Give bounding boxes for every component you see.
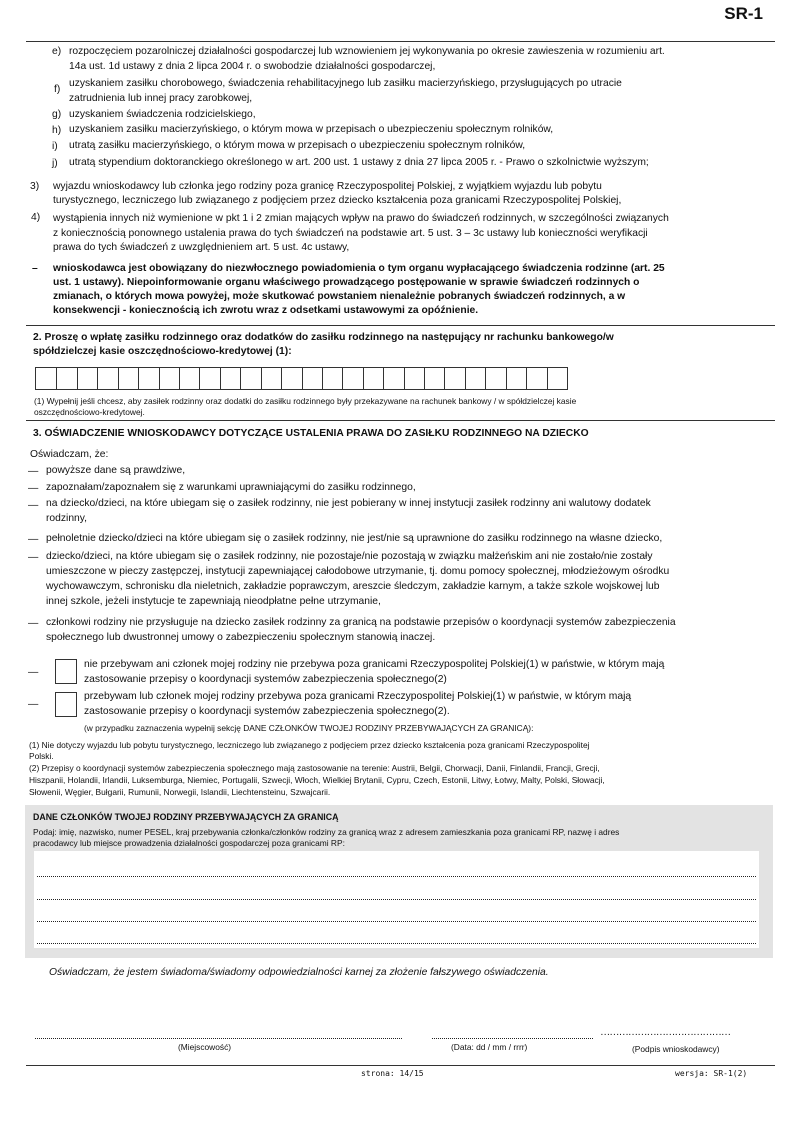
account-digit-divider — [444, 368, 445, 389]
account-digit-divider — [118, 368, 119, 389]
item-f-mark: f) — [54, 84, 61, 95]
option-2-line1: przebywam lub członek mojej rodziny przebywa poza granicami Rzeczypospolitej Polskiej(1) w państwie, w którym mają — [84, 691, 632, 702]
item-h-mark: h) — [52, 125, 62, 136]
item-4-mark: 4) — [31, 212, 41, 223]
option-2-line2: zastosowanie przepisy o koordynacji systemów zabezpieczenia społecznego(2). — [84, 706, 450, 717]
place-input[interactable] — [35, 1038, 402, 1039]
account-digit-divider — [506, 368, 507, 389]
statement-4-dash: — — [28, 534, 39, 545]
item-j-mark: j) — [52, 158, 58, 169]
abroad-line-2 — [37, 899, 756, 900]
account-digit-divider — [404, 368, 405, 389]
account-digit-divider — [342, 368, 343, 389]
place-label: (Miejscowość) — [178, 1042, 232, 1052]
account-digit-divider — [77, 368, 78, 389]
item-e-text-cont: 14a ust. 1d ustawy z dnia 2 lipca 2004 r. o swobodzie działalności gospodarczej, — [69, 61, 436, 72]
account-digit-divider — [199, 368, 200, 389]
date-label: (Data: dd / mm / rrrr) — [451, 1042, 528, 1052]
statement-1: powyższe dane są prawdziwe, — [46, 465, 186, 476]
obligation-line2: ust. 1 ustawy). Niepoinformowanie organu właściwego prowadzącego postępowanie w sprawie świadczeń rodzinnych o — [53, 277, 640, 288]
statement-6-dash: — — [28, 618, 39, 629]
section2-title-line2: spółdzielczej kasie oszczędnościowo-kredytowej (1): — [33, 346, 292, 357]
account-digit-divider — [97, 368, 98, 389]
section3-title: 3. OŚWIADCZENIE WNIOSKODAWCY DOTYCZĄCE USTALENIA PRAWA DO ZASIŁKU RODZINNEGO NA DZIECKO — [33, 428, 589, 439]
account-digit-divider — [424, 368, 425, 389]
item-e-text: rozpoczęciem pozarolniczej działalności gospodarczej lub wznowieniem jej wykonywania po okresie zawieszenia w rozumieniu art. — [69, 46, 665, 57]
item-3-line2: turystycznego, leczniczego lub związanego z podjęciem przez dziecko kształcenia poza granicami Rzeczypospolitej Polskiej, — [53, 195, 622, 206]
footer-rule — [26, 1065, 775, 1066]
abroad-details-input[interactable] — [34, 851, 759, 948]
account-digit-divider — [322, 368, 323, 389]
option-1-line2: zastosowanie przepisy o koordynacji systemów zabezpieczenia społecznego(2) — [84, 674, 447, 685]
section2-rule — [26, 325, 775, 326]
statement-5-dash: — — [28, 552, 39, 563]
obligation-line1: wnioskodawca jest obowiązany do niezwłocznego powiadomienia o tym organu wypłacającego świadczenia rodzinne (art. 25 — [53, 263, 665, 274]
account-digit-divider — [179, 368, 180, 389]
option-2-checkbox[interactable] — [55, 692, 77, 717]
account-digit-divider — [281, 368, 282, 389]
section3-intro: Oświadczam, że: — [30, 449, 109, 460]
item-3-mark: 3) — [30, 181, 40, 192]
option-2-dash: — — [28, 699, 39, 710]
account-digit-divider — [240, 368, 241, 389]
obligation-line3: zmianach, o których mowa powyżej, może skutkować powstaniem nienależnie pobranych świadczeń rodzinnych, a w — [53, 291, 626, 302]
account-digit-divider — [302, 368, 303, 389]
item-i-text: utratą zasiłku macierzyńskiego, o którym mowa w przepisach o ubezpieczeniu społecznym rolników, — [69, 140, 526, 151]
account-digit-divider — [485, 368, 486, 389]
date-input[interactable] — [432, 1038, 593, 1039]
account-digit-divider — [220, 368, 221, 389]
signature-label: (Podpis wnioskodawcy) — [632, 1044, 720, 1054]
statement-2: zapoznałam/zapoznałem się z warunkami uprawniającymi do zasiłku rodzinnego, — [46, 482, 416, 493]
section3-rule — [26, 420, 775, 421]
statement-6-line1: członkowi rodziny nie przysługuje na dziecko zasiłek rodzinny za granicą na podstawie przepisów o koordynacji systemów zabezpieczenia — [46, 617, 676, 628]
account-digit-divider — [261, 368, 262, 389]
section2-footnote-line1: (1) Wypełnij jeśli chcesz, aby zasiłek rodzinny oraz dodatki do zasiłku rodzinnego były przekazywane na rachunek bankowy / w spółdzielczej kasie — [34, 396, 577, 406]
option-1-checkbox[interactable] — [55, 659, 77, 684]
account-digit-divider — [138, 368, 139, 389]
account-digit-divider — [56, 368, 57, 389]
statement-3-line2: rodzinny, — [46, 513, 88, 524]
section2-footnote-line2: oszczędnościowo-kredytowej. — [34, 407, 145, 417]
option-1-line1: nie przebywam ani członek mojej rodziny nie przebywa poza granicami Rzeczypospolitej Polskiej(1) w państwie, w którym mają — [84, 659, 665, 670]
abroad-line-3 — [37, 921, 756, 922]
item-g-text: uzyskaniem świadczenia rodzicielskiego, — [69, 109, 256, 120]
account-digit-divider — [547, 368, 548, 389]
abroad-instruction-line2: pracodawcy lub miejsce prowadzenia działalności gospodarczej poza granicami RP: — [33, 838, 345, 848]
footnote-1-line2: Polski. — [29, 751, 54, 761]
statement-3-line1: na dziecko/dzieci, na które ubiegam się o zasiłek rodzinny, nie jest pobierany w innej instytucji zasiłek rodzinny ani walutowy dodatek — [46, 498, 651, 509]
signature-input[interactable]: …………………………………… — [600, 1027, 731, 1038]
header-rule — [26, 41, 775, 42]
item-4-line2: z koniecznością ponownego ustalenia prawa do tych świadczeń na podstawie art. 5 ust. 3 – 3c ustawy lub konieczności weryfikacji — [53, 228, 648, 239]
obligation-mark: – — [32, 263, 38, 274]
obligation-line4: konsekwencji - koniecznością ich zwrotu wraz z odsetkami ustawowymi za opóźnienie. — [53, 305, 479, 316]
statement-3-dash: — — [28, 500, 39, 511]
statement-5-line4: innej szkole, jeżeli instytucje te zapewniają nieodpłatne pełne utrzymanie, — [46, 596, 381, 607]
option-2-note: (w przypadku zaznaczenia wypełnij sekcję DANE CZŁONKÓW TWOJEJ RODZINY PRZEBYWAJĄCYCH ZA GRANICĄ): — [84, 723, 534, 733]
statement-5-line2: umieszczone w pieczy zastępczej, instytucji zapewniającej całodobowe utrzymanie, tj. domu pomocy społecznej, młodzieżowym ośrodku — [46, 566, 670, 577]
item-3-line1: wyjazdu wnioskodawcy lub członka jego rodziny poza granicę Rzeczypospolitej Polskiej, z wyjątkiem wyjazdu lub pobytu — [53, 181, 602, 192]
footnote-2-line2: Hiszpanii, Holandii, Irlandii, Luksemburga, Niemiec, Portugalii, Szwecji, Włoch, Wielkiej Brytanii, Cypru, Czech, Estonii, Litwy, Łotwy, Malty, Polski, Słowacji, — [29, 775, 605, 785]
item-e-mark: e) — [52, 46, 62, 57]
declaration-text: Oświadczam, że jestem świadoma/świadomy odpowiedzialności karnej za złożenie fałszywego oświadczenia. — [49, 967, 549, 978]
item-4-line1: wystąpienia innych niż wymienione w pkt 1 i 2 zmian mających wpływ na prawo do świadczeń rodzinnych, w szczególności związanych — [53, 213, 669, 224]
account-digit-divider — [465, 368, 466, 389]
item-f-text: uzyskaniem zasiłku chorobowego, świadczenia rehabilitacyjnego lub zasiłku macierzyńskiego, przysługujących po utracie — [69, 78, 622, 89]
section2-title-line1: 2. Proszę o wpłatę zasiłku rodzinnego oraz dodatków do zasiłku rodzinnego na następujący nr rachunku bankowego/w — [33, 332, 614, 343]
statement-4: pełnoletnie dziecko/dzieci na które ubiegam się o zasiłek rodzinny, nie jest/nie są uprawnione do zasiłku rodzinnego na własne dziecko, — [46, 533, 663, 544]
statement-1-dash: — — [28, 466, 39, 477]
statement-2-dash: — — [28, 483, 39, 494]
statement-6-line2: społecznego lub dwustronnej umowy o zabezpieczeniu społecznym stanowią inaczej. — [46, 632, 436, 643]
page-number: strona: 14/15 — [361, 1069, 424, 1078]
footnote-1-line1: (1) Nie dotyczy wyjazdu lub pobytu turystycznego, leczniczego lub związanego z podjęciem przez dziecko kształcenia poza granicami Rzeczypospolitej — [29, 740, 590, 750]
bank-account-input[interactable] — [35, 367, 568, 390]
option-1-dash: — — [28, 667, 39, 678]
abroad-line-1 — [37, 876, 756, 877]
form-code: SR-1 — [724, 4, 763, 23]
abroad-section — [25, 805, 773, 958]
abroad-title: DANE CZŁONKÓW TWOJEJ RODZINY PRZEBYWAJĄCYCH ZA GRANICĄ — [33, 812, 339, 822]
abroad-line-4 — [37, 943, 756, 944]
statement-5-line1: dziecko/dzieci, na które ubiegam się o zasiłek rodzinny, nie pozostaje/nie pozostają w związku małżeńskim ani nie zostało/nie zostały — [46, 551, 653, 562]
footnote-2-line3: Słowenii, Węgier, Bułgarii, Rumunii, Norwegii, Islandii, Liechtensteinu, Szwajcarii. — [29, 787, 331, 797]
account-digit-divider — [363, 368, 364, 389]
abroad-instruction-line1: Podaj: imię, nazwisko, numer PESEL, kraj przebywania członka/członków rodziny za granicą wraz z adresem zamieszkania poza granicami RP, nazwę i adres — [33, 827, 620, 837]
item-f-text-cont: zatrudnienia lub innej pracy zarobkowej, — [69, 93, 253, 104]
item-4-line3: prawa do tych świadczeń z uwzględnieniem art. 5 ust. 4c ustawy, — [53, 242, 350, 253]
form-version: wersja: SR-1(2) — [675, 1069, 748, 1078]
account-digit-divider — [159, 368, 160, 389]
statement-5-line3: wychowawczym, schronisku dla nieletnich, zakładzie poprawczym, areszcie śledczym, zakładzie karnym, a także szkole wojskowej lub — [46, 581, 660, 592]
item-g-mark: g) — [52, 109, 62, 120]
account-digit-divider — [383, 368, 384, 389]
account-digit-divider — [526, 368, 527, 389]
item-h-text: uzyskaniem zasiłku macierzyńskiego, o którym mowa w przepisach o ubezpieczeniu społecznym rolników, — [69, 124, 554, 135]
item-j-text: utratą stypendium doktoranckiego określonego w art. 200 ust. 1 ustawy z dnia 27 lipca 2005 r. - Prawo o szkolnictwie wyższym; — [69, 157, 649, 168]
footnote-2-line1: (2) Przepisy o koordynacji systemów zabezpieczenia społecznego mają zastosowanie na terenie: Austrii, Belgii, Chorwacji, Danii, Finlandii, Francji, Grecji, — [29, 763, 600, 773]
item-i-mark: i) — [52, 141, 58, 152]
